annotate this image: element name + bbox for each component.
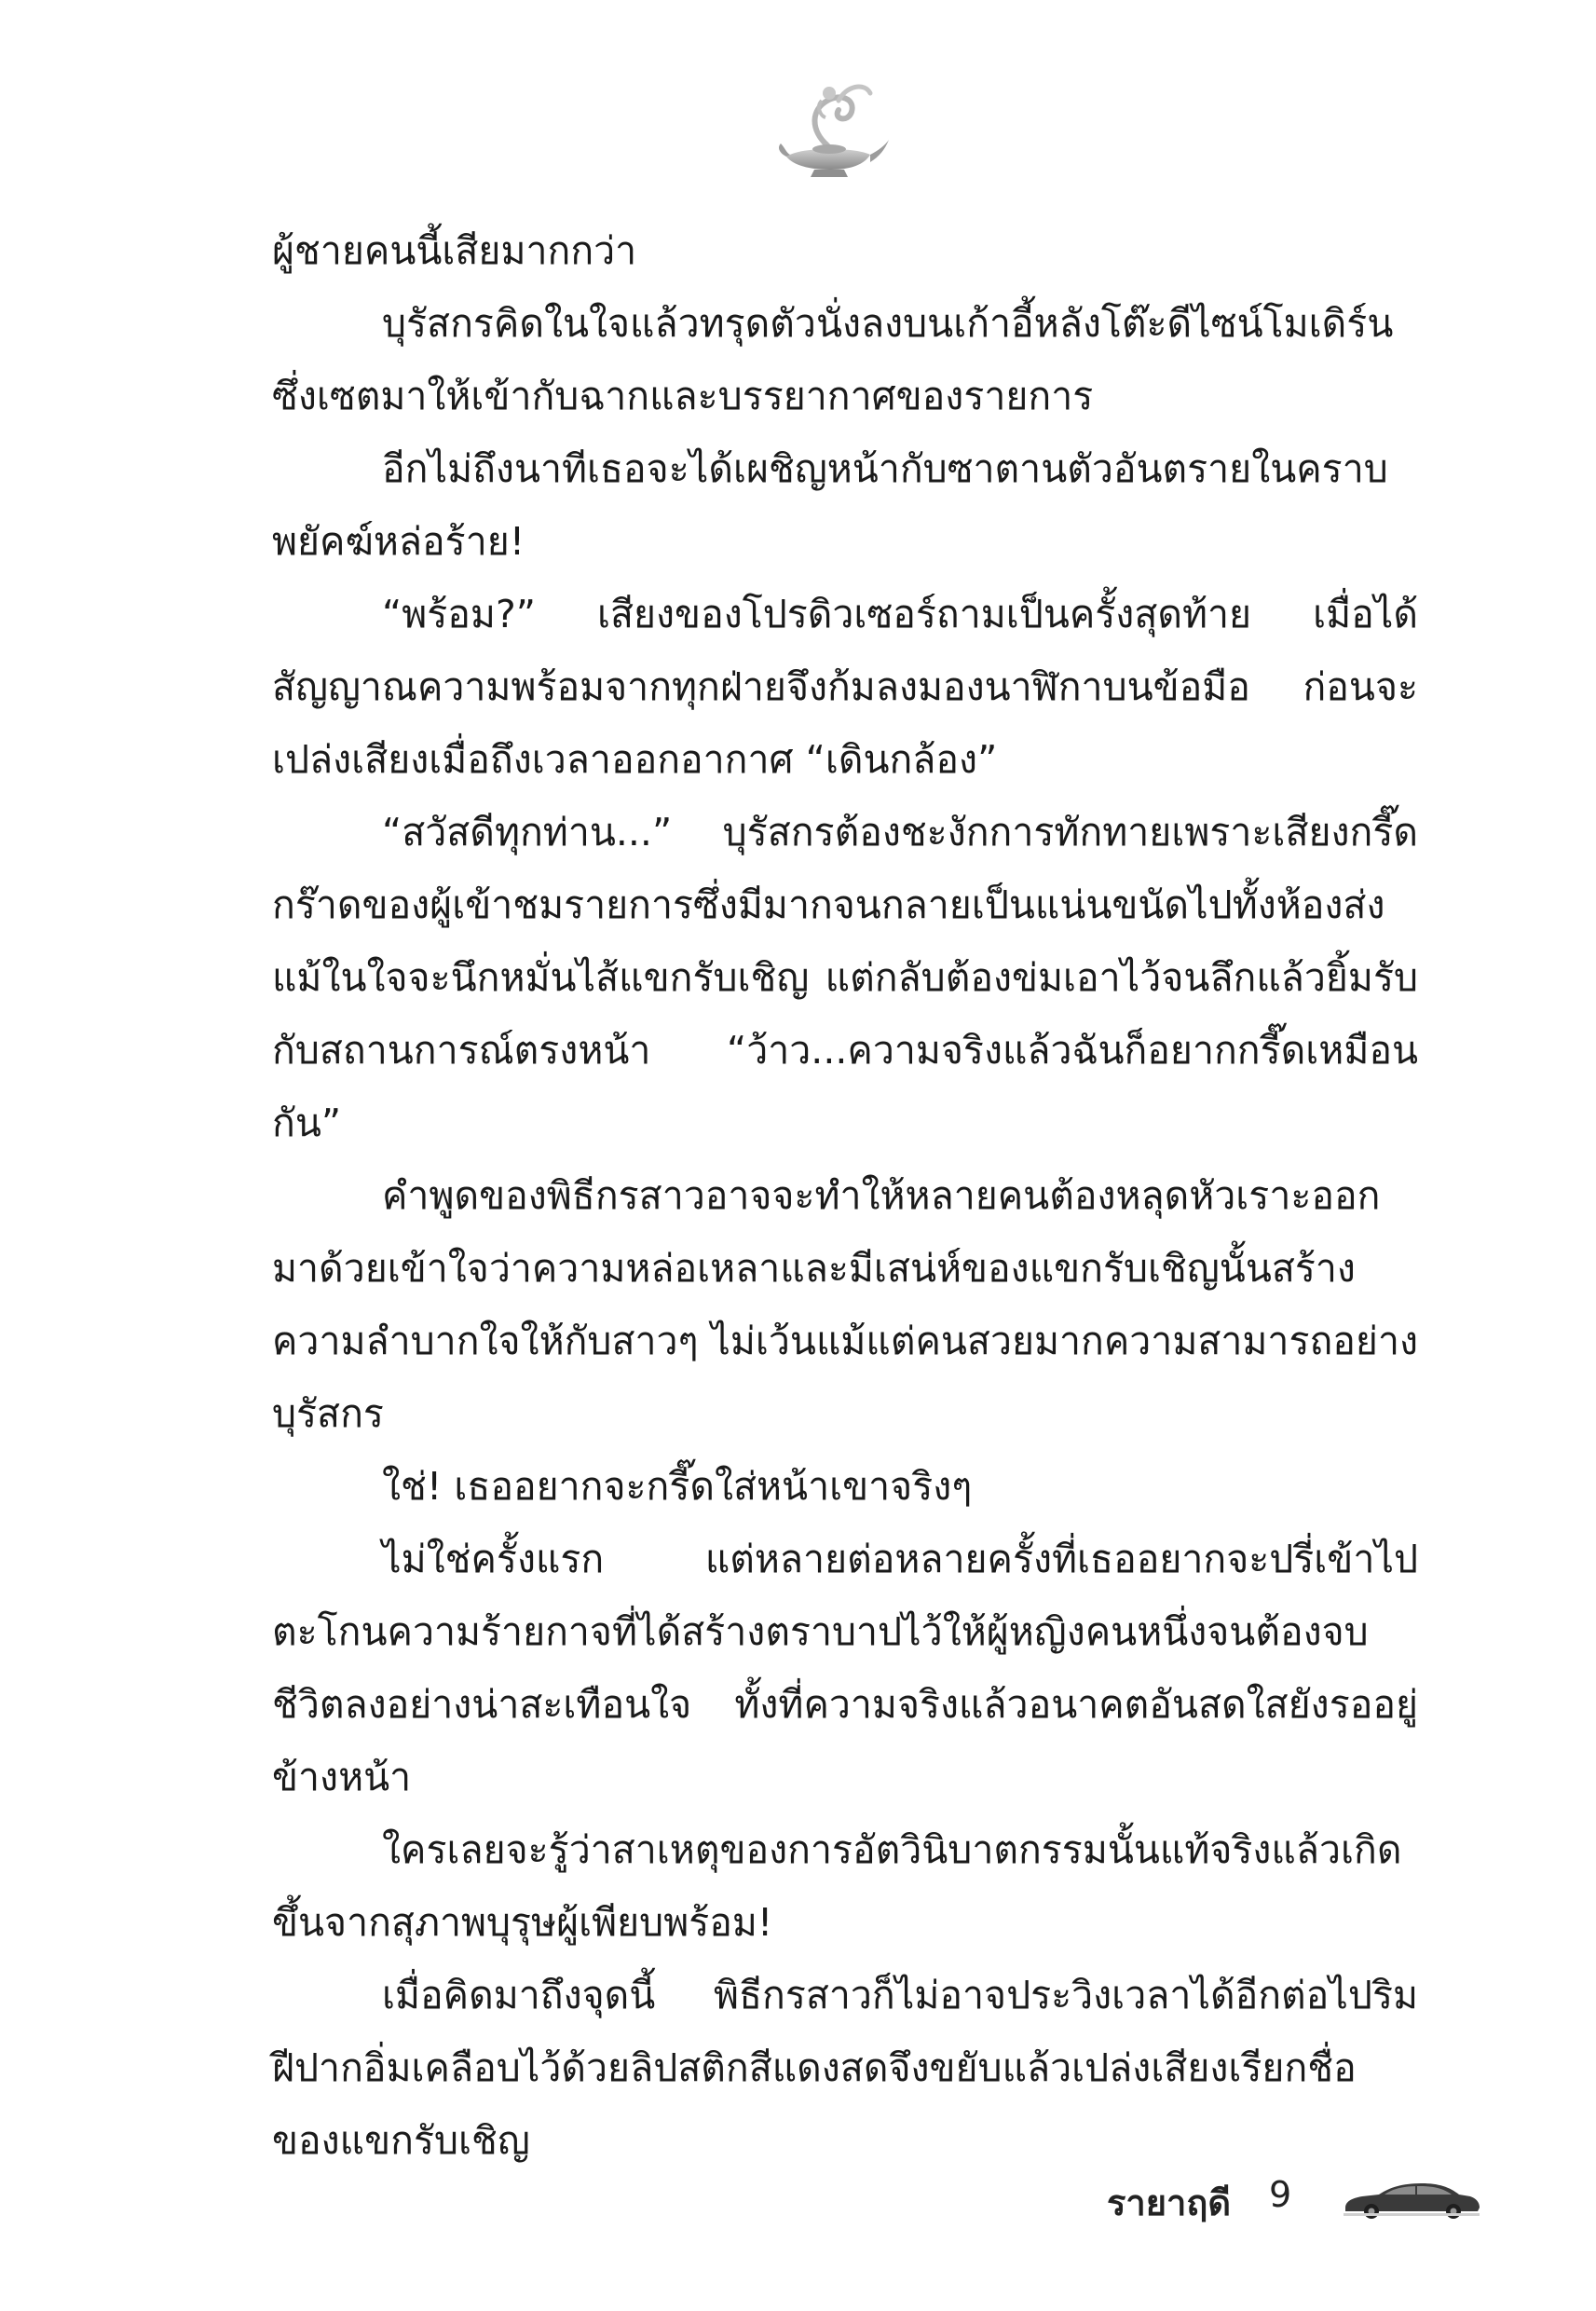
book-title: รายาฤดี bbox=[1107, 2182, 1232, 2223]
paragraph: ผู้ชายคนนี้เสียมากกว่า bbox=[272, 228, 637, 273]
paragraph: อีกไม่ถึงนาทีเธอจะได้เผชิญหน้ากับซาตานตัวอันตรายในคราบพยัคฆ์หล่อร้าย! bbox=[272, 446, 1388, 564]
page-footer bbox=[0, 2167, 1596, 2232]
paragraph: เมื่อคิดมาถึงจุดนี้ พิธีกรสาวก็ไม่อาจประวิงเวลาได้อีกต่อไปริมฝีปากอิ่มเคลือบไว้ด้วยลิปสติกสีแดงสดจึงขยับแล้วเปล่งเสียงเรียกชื่อของแขกรับเชิญ bbox=[272, 1973, 1418, 2163]
paragraph: “พร้อม?” เสียงของโปรดิวเซอร์ถามเป็นครั้งสุดท้าย เมื่อได้สัญญาณความพร้อมจากทุกฝ่ายจึงก้มลงมองนาฬิกาบนข้อมือ ก่อนจะเปล่งเสียงเมื่อถึงเวลาออกอากาศ “เดินกล้อง” bbox=[272, 592, 1418, 782]
paragraph: “สวัสดีทุกท่าน...” บุรัสกรต้องชะงักการทักทายเพราะเสียงกรี๊ดกร๊าดของผู้เข้าชมรายการซึ่งมีมากจนกลายเป็นแน่นขนัดไปทั้งห้องส่ง แม้ในใจจะนึกหมั่นไส้แขกรับเชิญ แต่กลับต้องข่มเอาไว้จนลึกแล้วยิ้มรับกับสถานการณ์ตรงหน้า “ว้าว...ความจริงแล้วฉันก็อยากกรี๊ดเหมือนกัน” bbox=[272, 810, 1418, 1145]
paragraph: ไม่ใช่ครั้งแรก แต่หลายต่อหลายครั้งที่เธออยากจะปรี่เข้าไปตะโกนความร้ายกาจที่ได้สร้างตราบาปไว้ให้ผู้หญิงคนหนึ่งจนต้องจบชีวิตลงอย่างน่าสะเทือนใจ ทั้งที่ความจริงแล้วอนาคตอันสดใสยังรออยู่ข้างหน้า bbox=[272, 1537, 1418, 1799]
paragraph: บุรัสกรคิดในใจแล้วทรุดตัวนั่งลงบนเก้าอี้หลังโต๊ะดีไซน์โมเดิร์นซึ่งเซตมาให้เข้ากับฉากและบรรยากาศของรายการ bbox=[272, 301, 1394, 418]
body-text bbox=[272, 214, 1418, 2177]
paragraph: ใช่! เธออยากจะกรี๊ดใส่หน้าเขาจริงๆ bbox=[382, 1464, 973, 1509]
genie-lamp-icon bbox=[773, 73, 894, 185]
car-icon bbox=[1342, 2176, 1481, 2221]
paragraph: คำพูดของพิธีกรสาวอาจจะทำให้หลายคนต้องหลุดหัวเราะออกมาด้วยเข้าใจว่าความหล่อเหลาและมีเสน่ห์ของแขกรับเชิญนั้นสร้างความลำบากใจให้กับสาวๆ ไม่เว้นแม้แต่คนสวยมากความสามารถอย่างบุรัสกร bbox=[272, 1173, 1418, 1436]
page-number: 9 bbox=[1269, 2174, 1292, 2215]
paragraph: ใครเลยจะรู้ว่าสาเหตุของการอัตวินิบาตกรรมนั้นแท้จริงแล้วเกิดขึ้นจากสุภาพบุรุษผู้เพียบพร้อม! bbox=[272, 1827, 1402, 1945]
